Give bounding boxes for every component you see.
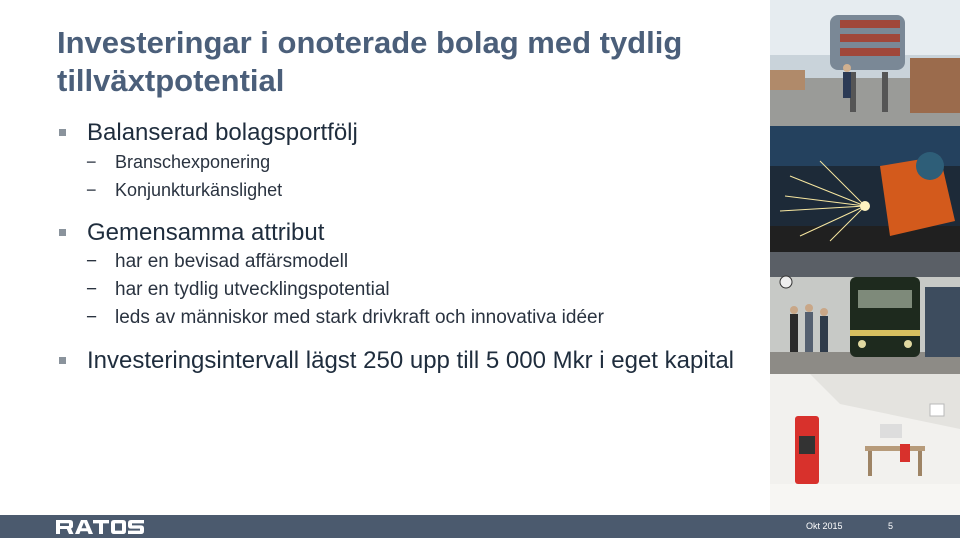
sub-bullet-text: har en tydlig utvecklingspotential: [115, 279, 390, 300]
slide-body: [57, 118, 762, 390]
square-bullet-icon: [59, 357, 66, 364]
bullet-item: [57, 218, 762, 248]
section-attributes: [57, 218, 762, 332]
footer-date: Okt 2015: [806, 521, 843, 531]
bullet-text: Gemensamma attribut: [87, 219, 325, 246]
dash-bullet-icon: −: [86, 152, 97, 172]
square-bullet-icon: [59, 229, 66, 236]
sub-bullet-text: leds av människor med stark drivkraft och innovativa idéer: [115, 307, 604, 328]
dash-bullet-icon: −: [86, 180, 97, 200]
photo-column: [770, 0, 960, 515]
bullet-item: [57, 346, 762, 376]
bullet-text: Balanserad bolagsportfölj: [87, 119, 358, 146]
bullet-item: [57, 118, 762, 148]
sub-bullet-text: Branschexponering: [115, 152, 271, 172]
welding-worker-photo: [770, 126, 960, 252]
slide-title: Investeringar i onoterade bolag med tydlig tillväxtpotential: [57, 25, 683, 98]
section-investment-range: [57, 346, 762, 376]
dash-bullet-icon: −: [86, 307, 98, 328]
sub-bullet-item: [57, 148, 762, 176]
industrial-machinery-photo: [770, 0, 960, 126]
sub-bullet-text: Konjunkturkänslighet: [115, 180, 283, 200]
train-station-photo: [770, 252, 960, 374]
section-portfolio: [57, 118, 762, 204]
dash-bullet-icon: −: [86, 251, 98, 272]
square-bullet-icon: [59, 129, 66, 136]
ratos-logo: [56, 520, 144, 534]
sub-bullet-item: [57, 248, 762, 276]
dash-bullet-icon: −: [86, 279, 98, 300]
sub-bullet-item: [57, 276, 762, 304]
sub-bullet-text: har en bevisad affärsmodell: [115, 251, 349, 272]
sub-bullet-item: [57, 304, 762, 332]
interior-stove-photo: [770, 374, 960, 515]
page-number: 5: [888, 521, 894, 531]
bullet-text: Investeringsintervall lägst 250 upp till 5 000 Mkr i eget kapital: [87, 347, 735, 374]
footer-bar: [0, 515, 960, 538]
sub-bullet-item: [57, 176, 762, 204]
